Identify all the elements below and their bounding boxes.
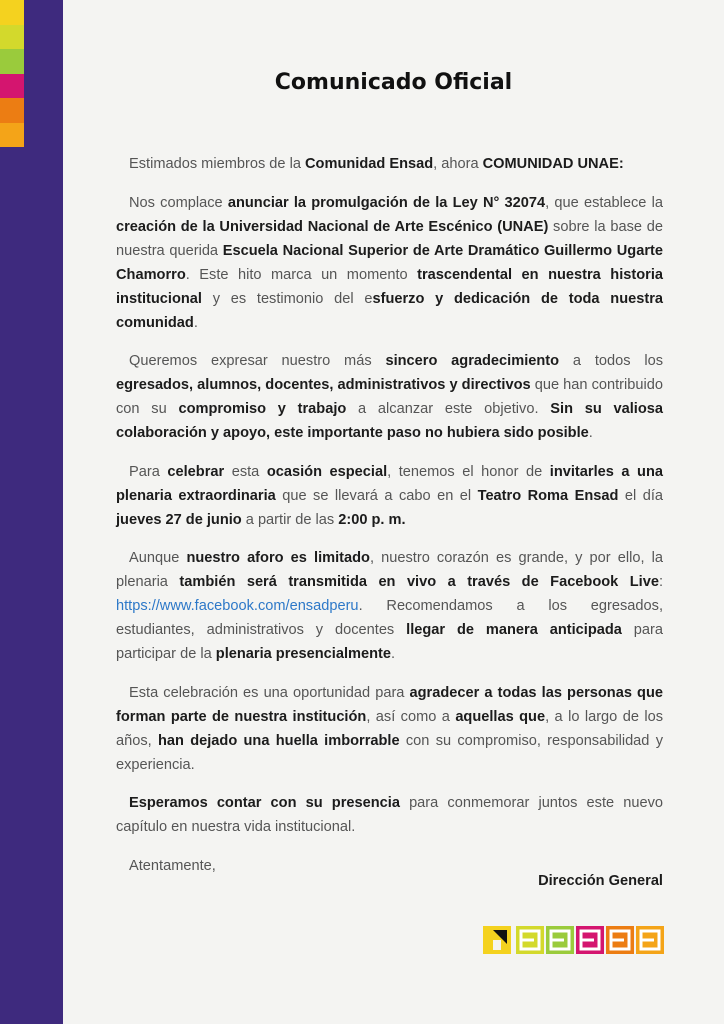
- bold-text: plenaria presencialmente: [215, 646, 391, 662]
- text-run: a alcanzar este objetivo.: [346, 401, 551, 417]
- logo-mark: [483, 926, 511, 954]
- bold-text: Comunidad Ensad: [305, 156, 434, 172]
- bold-text: 2:00 p. m.: [338, 511, 406, 528]
- greeting-paragraph: [116, 152, 663, 176]
- text-run: para participar de la: [116, 622, 663, 662]
- bold-text: ocasión especial: [266, 463, 388, 480]
- bold-text: sincero agradecimiento: [385, 353, 560, 369]
- text-run: para conmemorar juntos este nuevo capítulo en nuestra vida institucional.: [116, 795, 664, 835]
- text-run: a partir de las: [241, 511, 339, 528]
- text-run: que han contribuido con su: [116, 377, 663, 417]
- body-paragraph: [116, 349, 663, 445]
- body-paragraph: [116, 681, 663, 777]
- body-paragraph: [116, 546, 663, 666]
- bold-text: invitarles a una plenaria extraordinaria: [116, 463, 664, 504]
- text-run: Estimados miembros de la: [129, 156, 306, 172]
- body-paragraph: [116, 791, 663, 839]
- text-run: a todos los: [559, 353, 664, 369]
- text-run: Esta celebración es una oportunidad para: [129, 684, 410, 701]
- color-stripe: [0, 25, 24, 50]
- bold-text: Esperamos contar con su presencia: [129, 795, 400, 811]
- color-stripe: [0, 49, 24, 74]
- color-stripe: [0, 74, 24, 99]
- text-run: . Recomendamos a los egresados, estudiantes, administrativos y docentes: [116, 598, 663, 638]
- bold-text: anunciar la promulgación de la Ley N° 32074: [227, 194, 546, 211]
- text-run: y es testimonio del e: [201, 290, 373, 307]
- text-run: :: [658, 574, 664, 590]
- text-run: esta: [224, 463, 267, 480]
- bold-text: egresados, alumnos, docentes, administrativos y directivos: [116, 377, 531, 393]
- bold-text: agradecer a todas las personas que forman parte de nuestra institución: [116, 684, 663, 725]
- text-run: Nos complace: [129, 194, 228, 211]
- bold-text: aquellas que: [455, 708, 546, 725]
- text-run: Para: [129, 463, 168, 480]
- bold-text: han dejado una huella imborrable: [157, 732, 400, 749]
- bold-text: celebrar: [167, 463, 225, 480]
- bold-text: Sin su valiosa colaboración y apoyo, este importante paso no hubiera sido posible: [116, 401, 663, 441]
- logo-letter: [546, 926, 574, 954]
- text-run: con su compromiso, responsabilidad y experiencia.: [116, 732, 663, 773]
- text-run: Queremos expresar nuestro más: [129, 353, 386, 369]
- text-run: , ahora: [433, 156, 483, 172]
- bold-text: creación de la Universidad Nacional de Arte Escénico (UNAE): [116, 218, 549, 235]
- bold-text: nuestro aforo es limitado: [186, 550, 370, 566]
- text-run: . Este hito marca un momento: [185, 266, 418, 283]
- text-run: que se llevará a cabo en el: [275, 487, 478, 504]
- document-body: [116, 152, 663, 878]
- bold-text: jueves 27 de junio: [116, 511, 242, 528]
- text-run: , nuestro corazón es grande, y por ello, la plenaria: [116, 550, 663, 590]
- text-run: , que establece la: [545, 194, 663, 211]
- paragraph-list: [116, 191, 663, 840]
- body-paragraph: [116, 191, 663, 335]
- text-run: , a lo largo de los años,: [116, 708, 664, 749]
- logo-letter: [606, 926, 634, 954]
- bold-text: sfuerzo y dedicación de toda nuestra comunidad: [116, 290, 663, 331]
- bold-text: llegar de manera anticipada: [406, 622, 622, 638]
- bold-text: compromiso y trabajo: [178, 401, 347, 417]
- text-run: , tenemos el honor de: [387, 463, 550, 480]
- logo-letter: [516, 926, 544, 954]
- text-run: Aunque: [129, 550, 187, 566]
- decorative-sidebar: [0, 0, 63, 1024]
- text-run: .: [588, 425, 593, 441]
- closing-line: Atentamente,: [129, 857, 216, 874]
- ensad-logo-icon: [483, 926, 666, 956]
- bold-text: también será transmitida en vivo a través de Facebook Live: [179, 574, 659, 590]
- text-run: el día: [618, 487, 663, 504]
- text-run: sobre la base de nuestra querida: [116, 218, 663, 259]
- text-run: .: [391, 646, 396, 662]
- bold-text: trascendental en nuestra historia institucional: [116, 266, 663, 307]
- facebook-link[interactable]: https://www.facebook.com/ensadperu: [116, 598, 359, 614]
- bold-text: Escuela Nacional Superior de Arte Dramático Guillermo Ugarte Chamorro: [116, 242, 663, 283]
- body-paragraph: [116, 460, 663, 532]
- color-stripe: [0, 123, 24, 148]
- color-stripe: [0, 98, 24, 123]
- signature: Dirección General: [538, 873, 663, 889]
- text-run: , así como a: [366, 708, 456, 725]
- document-title: Comunicado Oficial: [274, 70, 513, 95]
- document-page: [63, 0, 724, 1024]
- color-stripe: [0, 0, 24, 25]
- logo-letter: [576, 926, 604, 954]
- bold-text: Teatro Roma Ensad: [477, 487, 619, 504]
- logo-letter: [636, 926, 664, 954]
- text-run: .: [193, 314, 198, 331]
- bold-text: COMUNIDAD UNAE:: [482, 156, 624, 172]
